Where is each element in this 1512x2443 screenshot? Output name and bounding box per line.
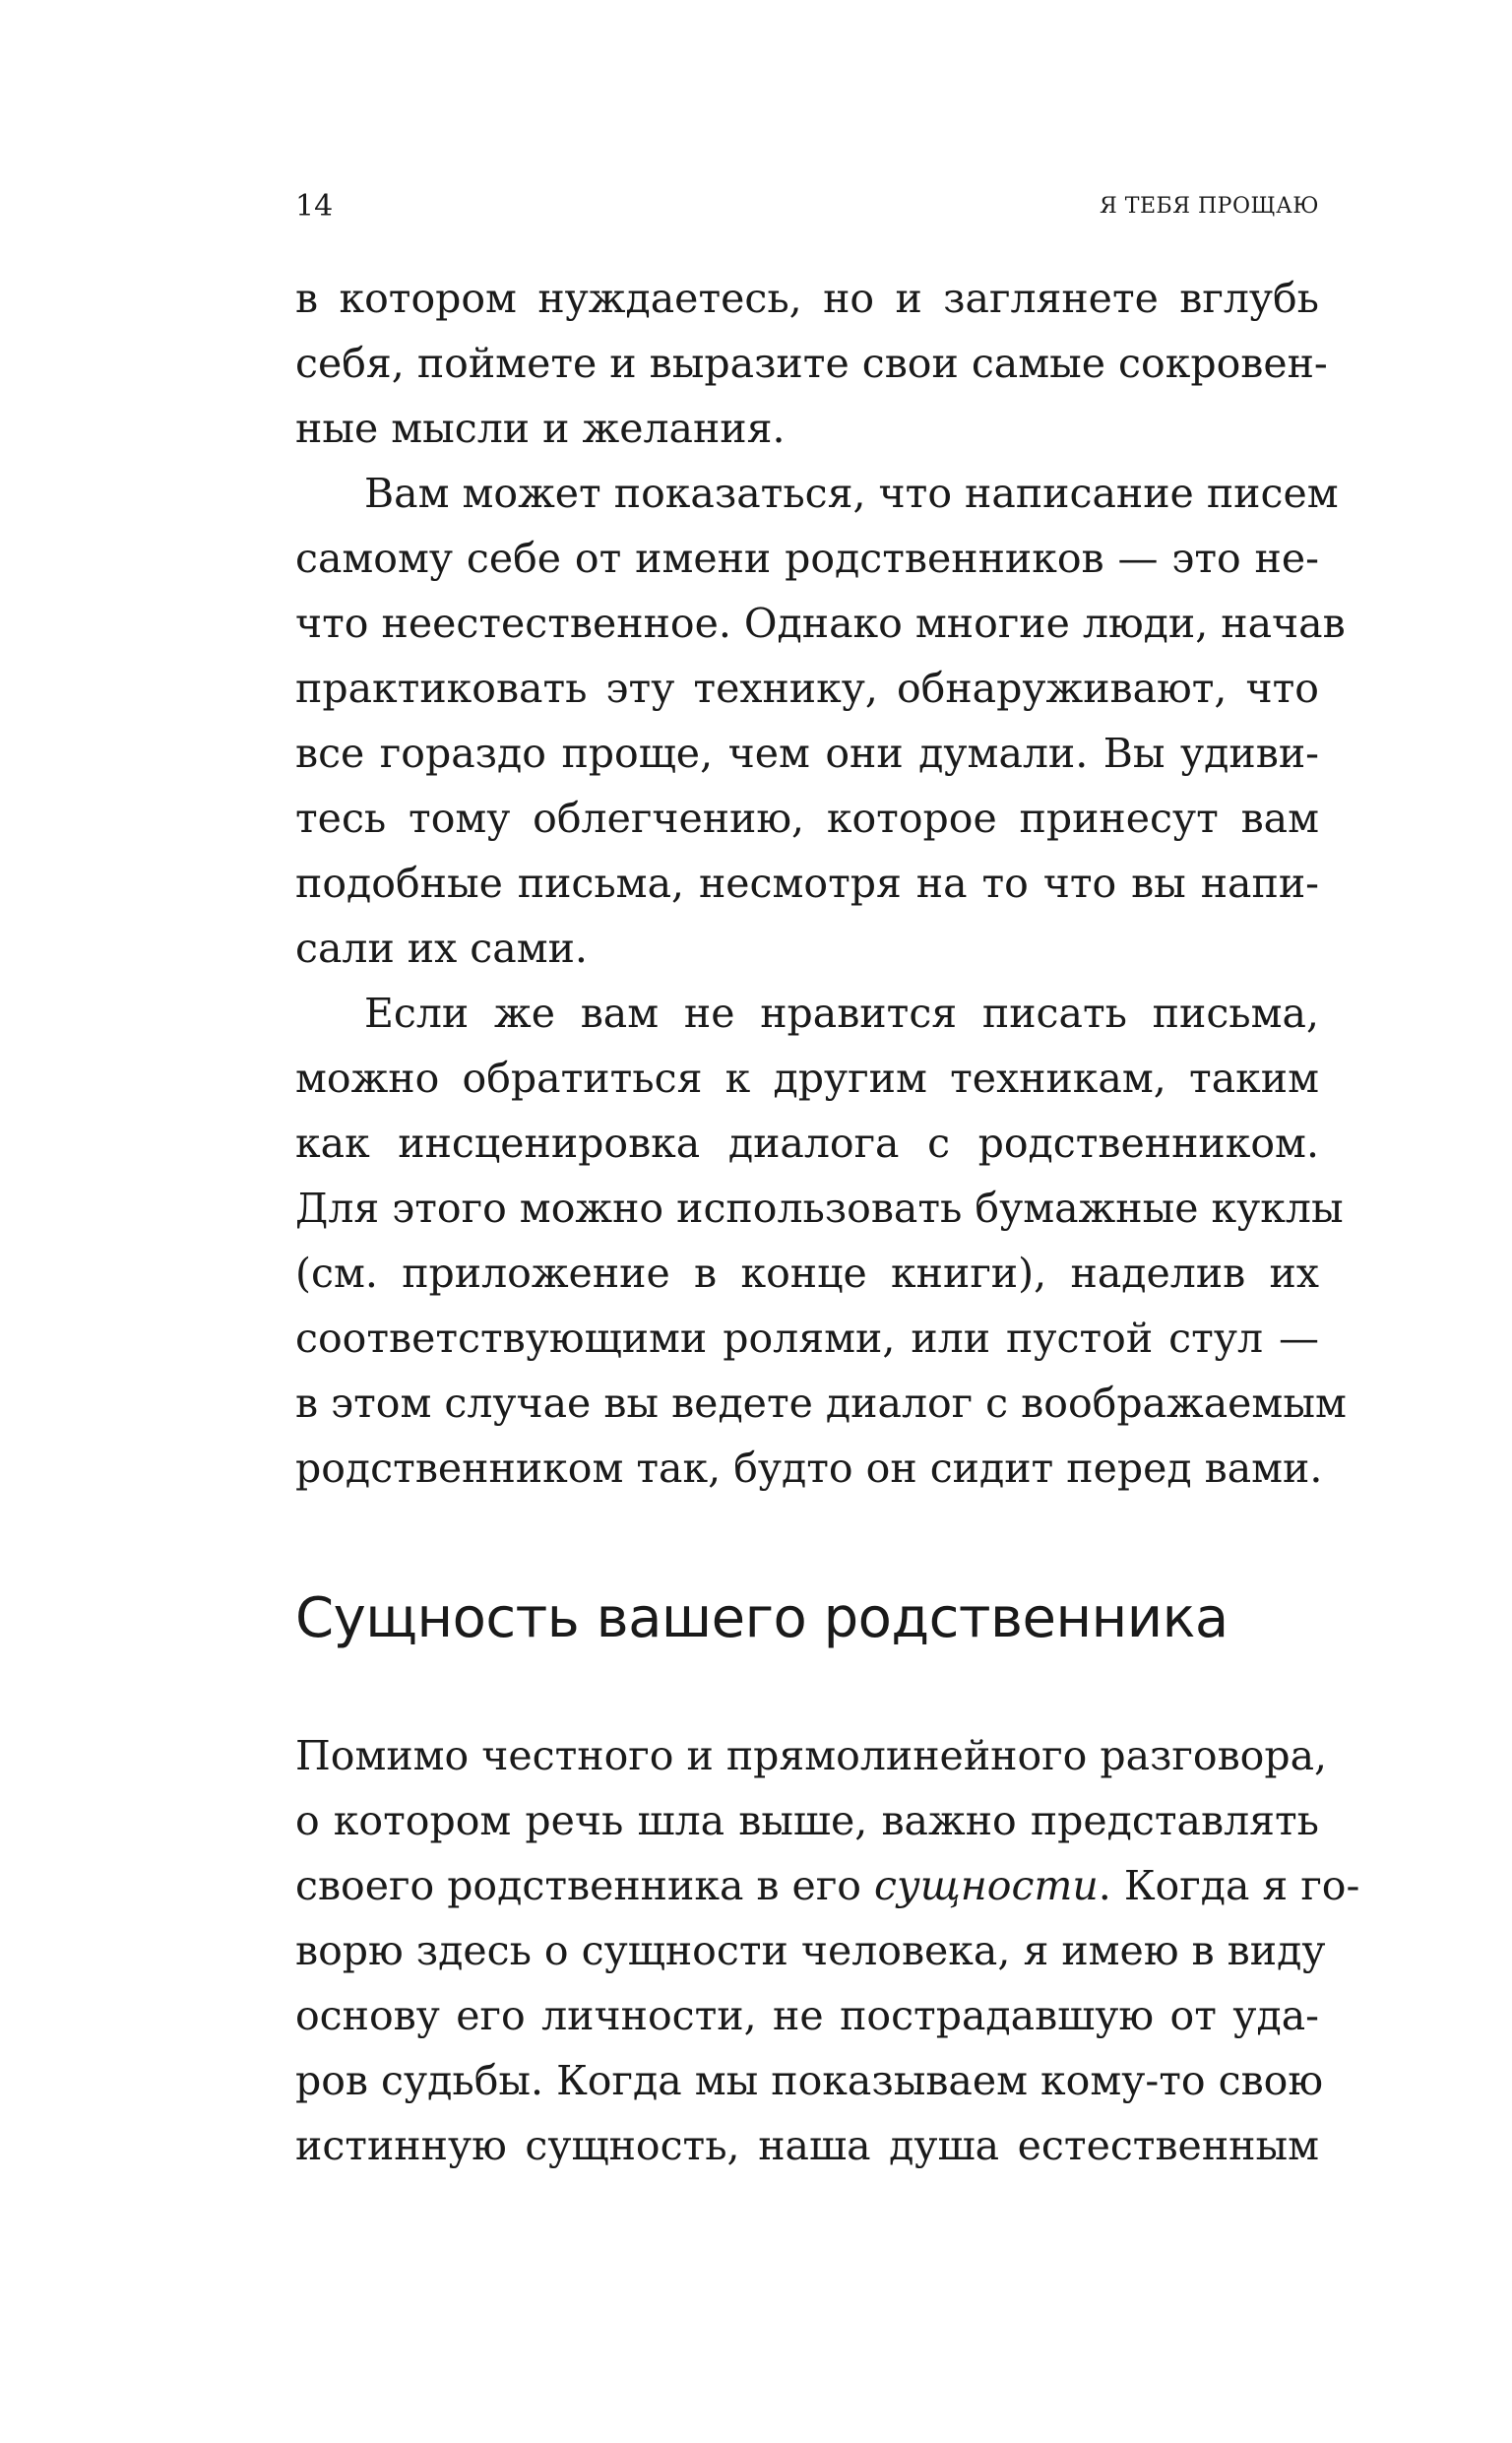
- paragraph-letters: [295, 461, 1346, 981]
- text-line: себя, поймете и выразите свои самые сокровен-: [295, 340, 1328, 387]
- text-segment: . Когда я го-: [1098, 1862, 1360, 1909]
- running-head: [295, 183, 1319, 230]
- text-line: как инсценировка диалога с родственником.: [295, 1120, 1319, 1167]
- text-line: сали их сами.: [295, 925, 588, 972]
- text-line: все гораздо проще, чем они думали. Вы удиви-: [295, 730, 1319, 777]
- text-line: в котором нуждаетесь, но и заглянете вглубь: [295, 275, 1319, 322]
- section-heading: Сущность вашего родственника: [295, 1586, 1228, 1650]
- paragraph-techniques: [295, 981, 1347, 1501]
- paragraph-continuation: [295, 266, 1328, 461]
- text-line: самому себе от имени родственников — это не-: [295, 535, 1319, 582]
- text-line: Для этого можно использовать бумажные куклы: [295, 1185, 1344, 1232]
- text-line: Если же вам не нравится писать письма,: [364, 990, 1319, 1037]
- text-line: практиковать эту технику, обнаруживают, что: [295, 665, 1319, 712]
- body-text: [295, 266, 1360, 2178]
- text-line: о котором речь шла выше, важно представлять: [295, 1797, 1319, 1844]
- paragraph-essence: [295, 1723, 1360, 2178]
- text-line: (см. приложение в конце книги), наделив их: [295, 1250, 1319, 1297]
- text-line: ные мысли и желания.: [295, 405, 786, 452]
- text-line: Помимо честного и прямолинейного разговора,: [295, 1732, 1328, 1779]
- text-line: Вам может показаться, что написание писем: [364, 470, 1339, 517]
- page-number: 14: [295, 189, 334, 224]
- text-line: родственником так, будто он сидит перед вами.: [295, 1445, 1323, 1492]
- text-line: подобные письма, несмотря на то что вы напи-: [295, 860, 1319, 907]
- text-line: ров судьбы. Когда мы показываем кому-то свою: [295, 2057, 1324, 2104]
- text-line: что неестественное. Однако многие люди, начав: [295, 600, 1346, 647]
- emphasis-text: сущности: [874, 1862, 1099, 1909]
- text-line: в этом случае вы ведете диалог с воображаемым: [295, 1380, 1347, 1427]
- text-line: тесь тому облегчению, которое принесут вам: [295, 795, 1319, 842]
- text-line: соответствующими ролями, или пустой стул —: [295, 1315, 1319, 1362]
- book-title: Я ТЕБЯ ПРОЩАЮ: [1100, 194, 1319, 219]
- text-line: основу его личности, не пострадавшую от уда-: [295, 1992, 1319, 2039]
- text-line: ворю здесь о сущности человека, я имею в виду: [295, 1927, 1326, 1974]
- text-line: можно обратиться к другим техникам, таким: [295, 1055, 1319, 1102]
- text-line-with-emphasis: [295, 1853, 1360, 1918]
- text-line: истинную сущность, наша душа естественным: [295, 2122, 1319, 2169]
- text-segment: своего родственника в его: [295, 1862, 875, 1909]
